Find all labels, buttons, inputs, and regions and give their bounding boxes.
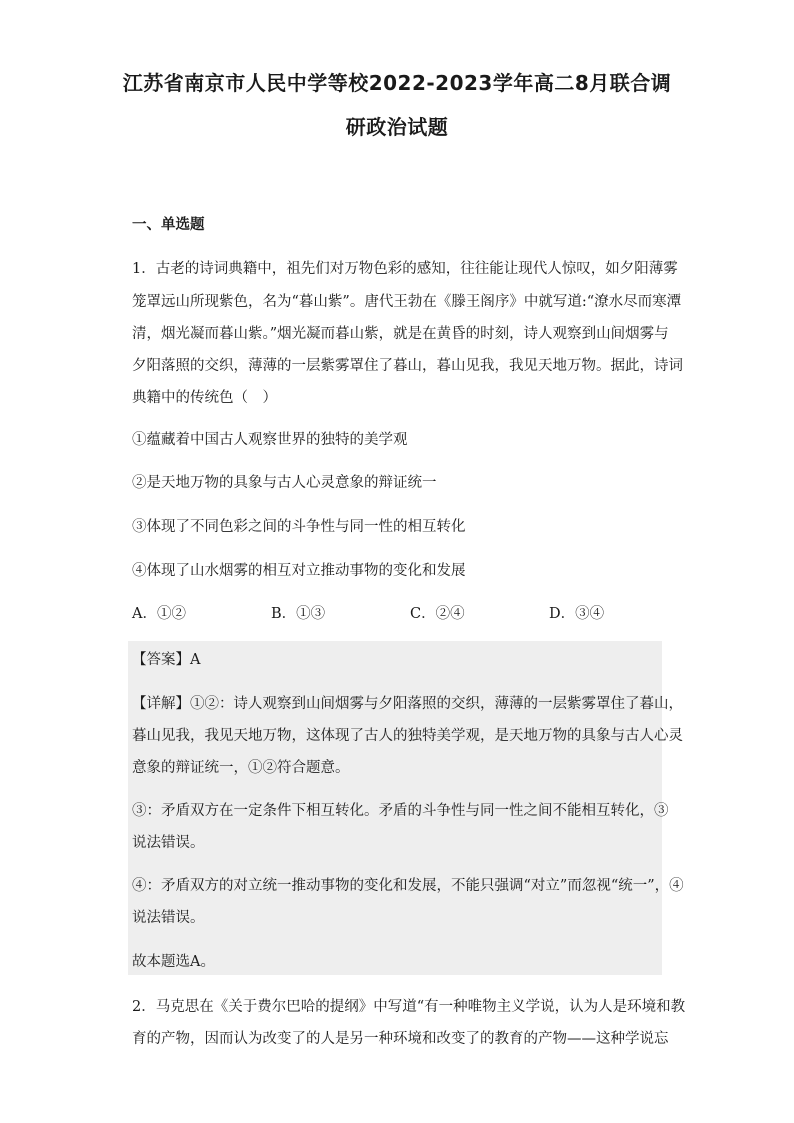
q1-stem-line: 1．古老的诗词典籍中，祖先们对万物色彩的感知，往往能让现代人惊叹，如夕阳薄雾	[132, 261, 678, 277]
q1-detail-line: 说法错误。	[132, 910, 205, 926]
q1-detail-line: ④：矛盾双方的对立统一推动事物的变化和发展，不能只强调“对立”而忽视“统一”，④	[132, 878, 684, 894]
q1-item: ③体现了不同色彩之间的斗争性与同一性的相互转化	[132, 519, 466, 535]
q1-item: ②是天地万物的具象与古人心灵意象的辩证统一	[132, 475, 437, 491]
q1-stem-line: 典籍中的传统色（ ）	[132, 390, 277, 406]
q1-detail-line: 【详解】①②：诗人观察到山间烟雾与夕阳落照的交织，薄薄的一层紫雾罩住了暮山，	[132, 696, 683, 712]
q1-item: ④体现了山水烟雾的相互对立推动事物的变化和发展	[132, 563, 466, 579]
q1-detail-line: 暮山见我，我见天地万物，这体现了古人的独特美学观，是天地万物的具象与古人心灵	[132, 728, 683, 744]
q1-detail-line: 说法错误。	[132, 835, 205, 851]
q1-item: ①蕴藏着中国古人观察世界的独特的美学观	[132, 432, 408, 448]
q1-option-a: A．①②	[132, 606, 186, 622]
q1-stem-line: 笼罩远山所现紫色，名为“暮山紫”。唐代王勃在《滕王阁序》中就写道:“潦水尽而寒潭	[132, 294, 682, 310]
q1-option-c: C．②④	[410, 606, 465, 622]
q1-option-d: D．③④	[549, 606, 605, 622]
page-title-line2: 研政治试题	[345, 115, 449, 139]
q1-detail-line: 意象的辩证统一，①②符合题意。	[132, 760, 350, 776]
q2-stem-line: 2．马克思在《关于费尔巴哈的提纲》中写道“有一种唯物主义学说，认为人是环境和教	[132, 999, 686, 1015]
q1-option-b: B．①③	[271, 606, 326, 622]
q1-detail-line: ③：矛盾双方在一定条件下相互转化。矛盾的斗争性与同一性之间不能相互转化，③	[132, 803, 669, 819]
q2-stem-line: 育的产物，因而认为改变了的人是另一种环境和改变了的教育的产物——这种学说忘	[132, 1031, 669, 1047]
q1-stem-line: 清，烟光凝而暮山紫。”烟光凝而暮山紫，就是在黄昏的时刻，诗人观察到山间烟雾与	[132, 326, 669, 342]
q1-stem-line: 夕阳落照的交织，薄薄的一层紫雾罩住了暮山，暮山见我，我见天地万物。据此，诗词	[132, 358, 683, 374]
section-heading: 一、单选题	[132, 217, 205, 233]
q1-detail-line: 故本题选A。	[132, 954, 215, 970]
q1-answer: 【答案】A	[132, 652, 201, 668]
page-title-line1: 江苏省南京市人民中学等校2022-2023学年高二8月联合调	[122, 71, 672, 95]
